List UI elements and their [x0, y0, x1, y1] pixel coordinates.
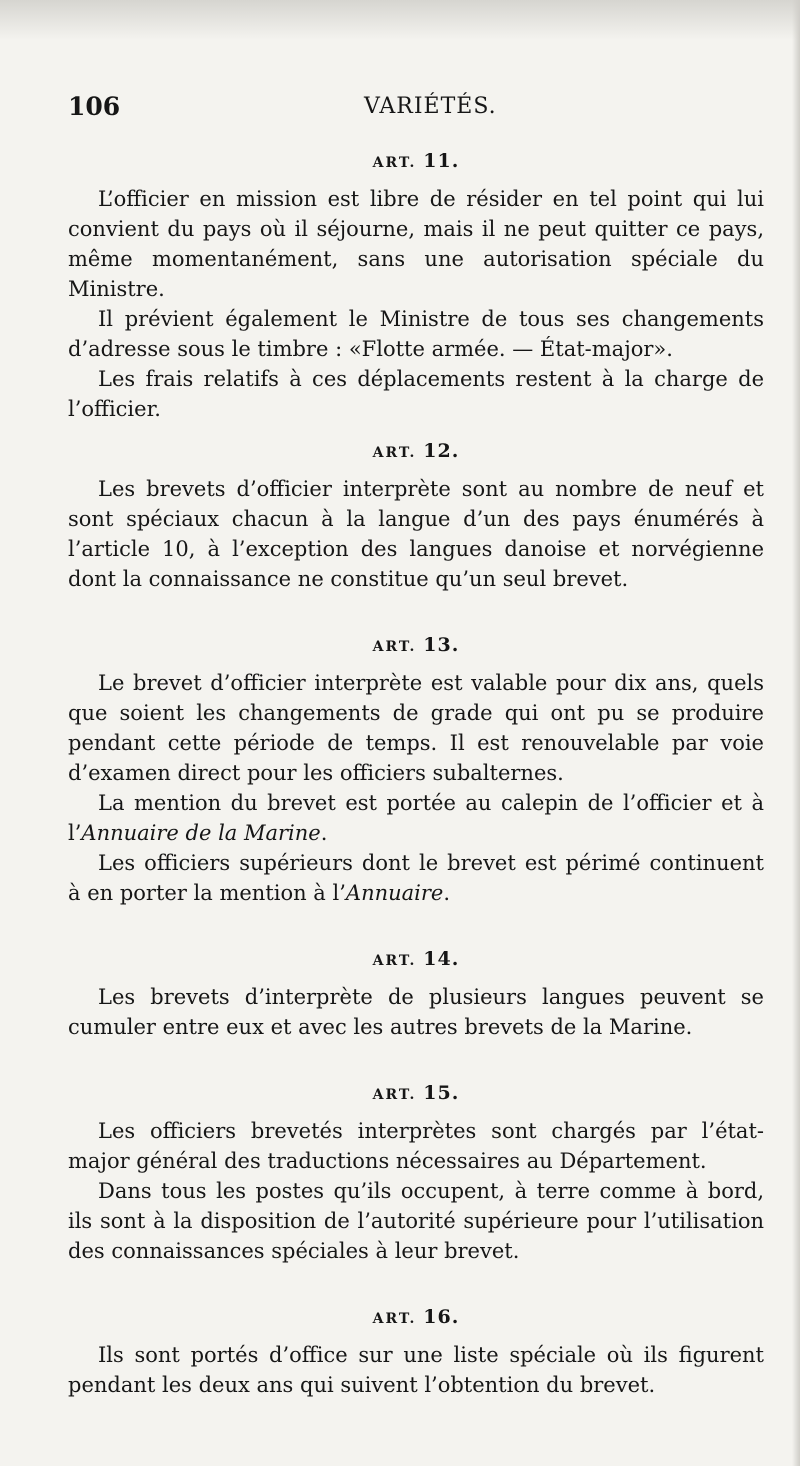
running-title: VARIÉTÉS.: [364, 94, 497, 119]
article-14: [68, 948, 764, 1042]
article-number: 14.: [423, 948, 460, 970]
article-number: 12.: [423, 440, 460, 462]
paragraph: Il prévient également le Ministre de tous ses changements d’adresse sous le timbre : «Flotte armée. — État-major».: [68, 307, 764, 361]
article-label: ART.: [372, 639, 417, 655]
paragraph: Les officiers brevetés interprètes sont chargés par l’état-major général des traductions nécessaires au Département.: [68, 1119, 764, 1173]
article-heading: [68, 150, 764, 172]
article-heading: [68, 634, 764, 656]
text: .: [443, 881, 451, 905]
page-number: 106: [68, 92, 121, 121]
paragraph: Dans tous les postes qu’ils occupent, à terre comme à bord, ils sont à la disposition de l’autorité supérieure pour l’utilisation des connaissances spéciales à leur brevet.: [68, 1179, 764, 1263]
page-body: [68, 150, 764, 1400]
article-heading: [68, 1082, 764, 1104]
italic-title: Annuaire de la Marine: [81, 821, 321, 845]
paragraph: L’officier en mission est libre de résider en tel point qui lui convient du pays où il séjourne, mais il ne peut quitter ce pays, même momentanément, sans une autorisation spéciale du Ministre.: [68, 187, 764, 301]
article-13: [68, 634, 764, 908]
paragraph: Les frais relatifs à ces déplacements restent à la charge de l’officier.: [68, 367, 764, 421]
paragraph: Les brevets d’interprète de plusieurs langues peuvent se cumuler entre eux et avec les autres brevets de la Marine.: [68, 985, 764, 1039]
page-shadow-top: [0, 0, 800, 40]
article-number: 13.: [423, 634, 460, 656]
article-label: ART.: [372, 1087, 417, 1103]
page-shadow-right: [792, 0, 800, 1466]
italic-title: Annuaire: [345, 881, 444, 905]
article-label: ART.: [372, 445, 417, 461]
article-heading: [68, 440, 764, 462]
article-label: ART.: [372, 1311, 417, 1327]
paragraph-mention: [68, 788, 764, 848]
paragraph: Les brevets d’officier interprète sont au nombre de neuf et sont spéciaux chacun à la langue d’un des pays énumérés à l’article 10, à l’exception des langues danoise et norvégienne dont la connaissance ne constitue qu’un seul brevet.: [68, 477, 764, 591]
article-16: [68, 1306, 764, 1400]
article-number: 16.: [423, 1306, 460, 1328]
paragraph: Ils sont portés d’office sur une liste spéciale où ils figurent pendant les deux ans qui suivent l’obtention du brevet.: [68, 1343, 764, 1397]
article-label: ART.: [372, 155, 417, 171]
article-number: 11.: [423, 150, 460, 172]
paragraph-superieurs: [68, 848, 764, 908]
article-11: [68, 150, 764, 424]
text: Les officiers supérieurs dont le brevet est périmé continuent à en porter la mention à l’: [68, 851, 764, 905]
article-12: [68, 440, 764, 594]
article-label: ART.: [372, 953, 417, 969]
page-header: [68, 92, 768, 132]
text: .: [320, 821, 328, 845]
paragraph: Le brevet d’officier interprète est valable pour dix ans, quels que soient les changements de grade qui ont pu se produire pendant cette période de temps. Il est renouvelable par voie d’examen direct pour les officiers subalternes.: [68, 671, 764, 785]
article-number: 15.: [423, 1082, 460, 1104]
article-heading: [68, 1306, 764, 1328]
article-15: [68, 1082, 764, 1266]
text: La mention du brevet est portée au calepin de l’officier et à l’: [68, 791, 764, 845]
article-heading: [68, 948, 764, 970]
